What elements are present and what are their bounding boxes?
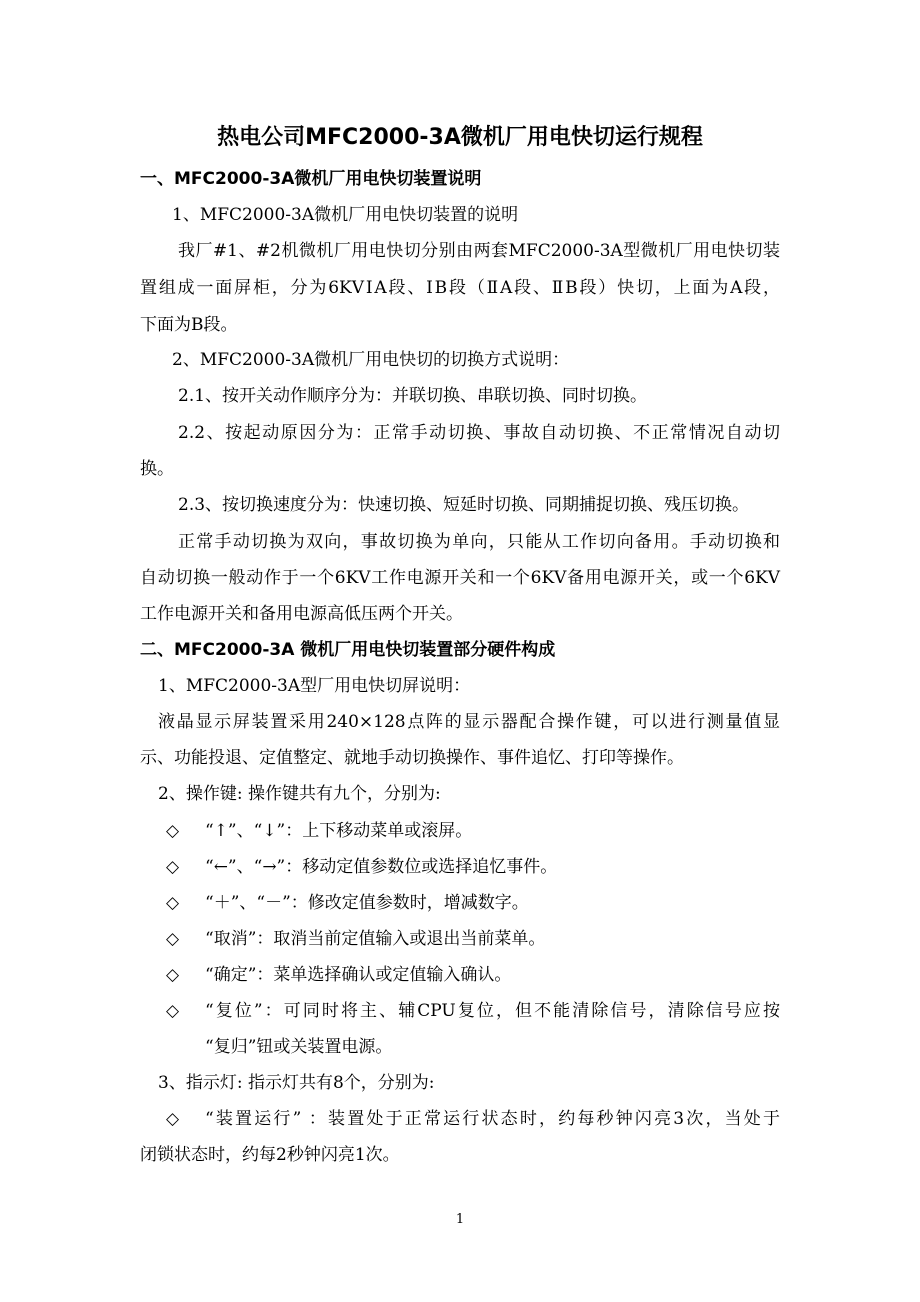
light-item: “装置运行” ：装置处于正常运行状态时，约每秒钟闪亮3次，当处于 (205, 1109, 780, 1129)
section-2-heading: 二、MFC2000-3A 微机厂用电快切装置部分硬件构成 (140, 640, 556, 660)
key-item: “↑”、“↓”：上下移动菜单或滚屏。 (205, 821, 473, 841)
diamond-bullet-icon: ◇ (166, 965, 180, 985)
item-2-1: 2.1、按开关动作顺序分为：并联切换、串联切换、同时切换。 (178, 386, 648, 406)
item-2-2-cont: 换。 (140, 459, 174, 479)
paragraph-line: 正常手动切换为双向，事故切换为单向，只能从工作切向备用。手动切换和 (178, 532, 780, 552)
section-2-2-heading: 2、操作键: 操作键共有九个，分别为: (158, 784, 441, 804)
item-2-2: 2.2、按起动原因分为：正常手动切换、事故自动切换、不正常情况自动切 (178, 423, 780, 443)
key-item: “＋”、“－”：修改定值参数时，增减数字。 (205, 893, 529, 913)
key-item: “取消”：取消当前定值输入或退出当前菜单。 (205, 929, 546, 949)
page-number: 1 (455, 1212, 465, 1227)
section-1-heading: 一、MFC2000-3A微机厂用电快切装置说明 (140, 169, 482, 189)
key-item: “确定”：菜单选择确认或定值输入确认。 (205, 965, 512, 985)
diamond-bullet-icon: ◇ (166, 893, 180, 913)
paragraph-line: 示、功能投退、定值整定、就地手动切换操作、事件追忆、打印等操作。 (140, 748, 684, 768)
paragraph-line: 下面为B段。 (140, 315, 238, 335)
item-2-3: 2.3、按切换速度分为：快速切换、短延时切换、同期捕捉切换、残压切换。 (178, 495, 750, 515)
document-title: 热电公司MFC2000-3A微机厂用电快切运行规程 (217, 125, 703, 150)
paragraph-line: 液晶显示屏装置采用240×128点阵的显示器配合操作键，可以进行测量值显 (158, 712, 780, 732)
diamond-bullet-icon: ◇ (166, 929, 180, 949)
section-1-1-heading: 1、MFC2000-3A微机厂用电快切装置的说明 (172, 205, 519, 225)
paragraph-line: 我厂#1、#2机微机厂用电快切分别由两套MFC2000-3A型微机厂用电快切装 (178, 241, 780, 261)
key-item: “复位”：可同时将主、辅CPU复位，但不能清除信号，清除信号应按 (205, 1001, 780, 1021)
section-1-2-heading: 2、MFC2000-3A微机厂用电快切的切换方式说明： (172, 350, 570, 370)
diamond-bullet-icon: ◇ (166, 1109, 180, 1129)
section-2-1-heading: 1、MFC2000-3A型厂用电快切屏说明： (158, 676, 471, 696)
key-item-cont: “复归”钮或关装置电源。 (205, 1037, 393, 1057)
diamond-bullet-icon: ◇ (166, 1001, 180, 1021)
diamond-bullet-icon: ◇ (166, 821, 180, 841)
key-item: “←”、“→”：移动定值参数位或选择追忆事件。 (205, 857, 558, 877)
paragraph-line: 工作电源开关和备用电源高低压两个开关。 (140, 604, 463, 624)
section-2-3-heading: 3、指示灯: 指示灯共有8个，分别为: (158, 1073, 435, 1093)
paragraph-line: 置组成一面屏柜，分为6KVⅠA段、ⅠB段（ⅡA段、ⅡB段）快切，上面为A段， (140, 278, 780, 298)
diamond-bullet-icon: ◇ (166, 857, 180, 877)
light-item-cont: 闭锁状态时，约每2秒钟闪亮1次。 (140, 1145, 400, 1165)
paragraph-line: 自动切换一般动作于一个6KV工作电源开关和一个6KV备用电源开关，或一个6KV (140, 568, 780, 588)
